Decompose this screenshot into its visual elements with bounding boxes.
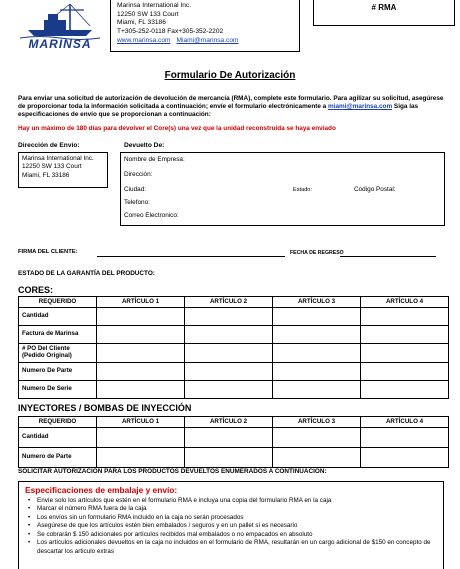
table-cell[interactable] <box>97 428 185 448</box>
list-item: • Los artículos adicionales devueltos en la caja no incluidos en el formulario de RMA, resultarán en un cargo adicional de $150 en concepto de descartar los articulo extras <box>25 539 437 556</box>
request-authorization-label: SOLICITAR AUTORIZACIÓN PARA LOS PRODUCTOS DEVUELTOS ENUMERADOS A CONTINUACION: <box>18 468 327 475</box>
core-return-warning: Hay un máximo de 180 días para devolver el Core(s) una vez que la unidad reconstruida se haya enviado <box>18 125 336 132</box>
table-cell[interactable] <box>273 363 361 381</box>
packing-specs-title: Especificaciones de embalaje y envío: <box>25 485 178 495</box>
table-cell[interactable] <box>185 344 273 363</box>
table-cell[interactable] <box>185 308 273 326</box>
table-cell[interactable] <box>273 326 361 344</box>
list-item: • Marcar el número RMA fuera de la caja <box>25 505 437 514</box>
table-cell[interactable] <box>97 308 185 326</box>
list-item: • Los envíos sin un formulario RMA incluido en la caja no serán procesados <box>25 514 437 523</box>
return-date-label: FECHA DE REGRESO <box>290 250 344 256</box>
table-cell[interactable] <box>361 448 449 468</box>
table-cell[interactable] <box>273 381 361 399</box>
row-label-part-number: Numero de Parte <box>19 448 97 468</box>
table-header: ARTÍCULO 1 <box>97 297 185 308</box>
table-header: REQUERIDO <box>19 417 97 428</box>
list-item: • Envíe solo los artículos que estén en el formulario RMA e incluya una copia del formulario RMA en la caja <box>25 497 437 506</box>
phone-field[interactable]: Telefono: <box>124 199 150 206</box>
brand-wordmark: MARINSA <box>28 37 92 50</box>
table-cell[interactable] <box>273 344 361 363</box>
city-field[interactable]: Ciudad: <box>124 186 147 193</box>
client-signature-line[interactable] <box>97 256 285 257</box>
zip-field[interactable]: Codigo Postal: <box>354 186 396 193</box>
table-cell[interactable] <box>97 448 185 468</box>
table-cell[interactable] <box>97 344 185 363</box>
cores-heading: CORES: <box>18 285 54 295</box>
table-cell[interactable] <box>185 428 273 448</box>
company-phone-fax: T+305-252-0118 Fax+305-352-2202 <box>117 28 224 36</box>
table-cell[interactable] <box>97 326 185 344</box>
table-cell[interactable] <box>185 326 273 344</box>
cores-table <box>18 296 449 399</box>
ship-from-address: Marinsa International Inc. 12250 SW 133 Court Miami, FL 33186 <box>22 155 94 179</box>
table-cell[interactable] <box>361 363 449 381</box>
table-header: ARTÍCULO 1 <box>97 417 185 428</box>
list-item: • Se cobrarán $ 150 adicionales por artículos recibidos mal embalados o no empacados en absoluto <box>25 531 437 540</box>
table-cell[interactable] <box>361 344 449 363</box>
rma-number-box[interactable] <box>313 0 455 26</box>
packing-specs-list <box>25 497 437 557</box>
intro-email-link[interactable]: miami@marinsa.com <box>328 103 393 111</box>
row-label-invoice: Factura de Marinsa <box>19 326 97 344</box>
table-cell[interactable] <box>97 363 185 381</box>
table-header: ARTÍCULO 2 <box>185 417 273 428</box>
table-cell[interactable] <box>361 326 449 344</box>
company-info-box <box>110 0 300 52</box>
company-name-field[interactable]: Nombre de Empresa: <box>124 156 185 163</box>
returned-from-label: Devuelto De: <box>124 142 165 149</box>
table-cell[interactable] <box>361 308 449 326</box>
table-cell[interactable] <box>273 308 361 326</box>
table-cell[interactable] <box>185 448 273 468</box>
packing-specs-box <box>18 481 444 569</box>
warranty-status-label: ESTADO DE LA GARANTÍA DEL PRODUCTO: <box>18 270 155 277</box>
table-header: ARTÍCULO 2 <box>185 297 273 308</box>
company-city: Miami, FL 33186 <box>117 19 166 27</box>
company-street: 12250 SW 133 Court <box>117 10 179 18</box>
row-label-part-number: Numero De Parte <box>19 363 97 381</box>
table-cell[interactable] <box>361 381 449 399</box>
email-field[interactable]: Correo Electronico: <box>124 212 179 219</box>
row-label-quantity: Cantidad <box>19 428 97 448</box>
table-header: ARTÍCULO 3 <box>273 417 361 428</box>
address-field[interactable]: Dirección: <box>124 171 153 178</box>
table-cell[interactable] <box>273 448 361 468</box>
table-cell[interactable] <box>185 381 273 399</box>
intro-text: Para enviar una solicitud de autorización de devolución de mercancía (RMA), complete este formulario. Para agilizar su solicitud, asegúrese de proporcionar toda la información solicitada a continuación; envíe el formulario electrónicamente a miami@marinsa.com Siga las especificaciones de envío que se proporcionan a continuación: <box>18 95 444 119</box>
table-cell[interactable] <box>97 381 185 399</box>
table-header: ARTÍCULO 4 <box>361 297 449 308</box>
state-field[interactable]: Estado: <box>293 187 312 193</box>
table-header: ARTÍCULO 3 <box>273 297 361 308</box>
table-cell[interactable] <box>361 428 449 448</box>
table-header: ARTÍCULO 4 <box>361 417 449 428</box>
ship-from-label: Dirección de Envío: <box>18 142 80 149</box>
marinsa-logo <box>10 0 110 50</box>
website-link[interactable]: www.marinsa.com <box>117 36 171 44</box>
injectors-heading: INYECTORES / BOMBAS DE INYECCIÓN <box>18 403 192 413</box>
form-title: Formulario De Autorización <box>164 70 296 81</box>
company-name: Marinsa International Inc. <box>117 2 192 9</box>
row-label-quantity: Cantidad <box>19 308 97 326</box>
table-cell[interactable] <box>185 363 273 381</box>
page-header <box>0 0 460 52</box>
email-link[interactable]: Miami@marinsa.com <box>176 36 239 44</box>
rma-label: # RMA <box>371 3 397 12</box>
injectors-table <box>18 416 449 468</box>
client-signature-label: FIRMA DEL CLIENTE: <box>18 249 78 255</box>
return-date-line[interactable] <box>340 256 436 257</box>
row-label-serial-number: Numero De Serie <box>19 381 97 399</box>
table-header: REQUERIDO <box>19 297 97 308</box>
list-item: • Asegúrese de que los artículos estén bien embalados / seguros y en un pallet si es necesario <box>25 522 437 531</box>
row-label-client-po: # PO Del Cliente (Pedido Original) <box>19 344 97 363</box>
table-cell[interactable] <box>273 428 361 448</box>
